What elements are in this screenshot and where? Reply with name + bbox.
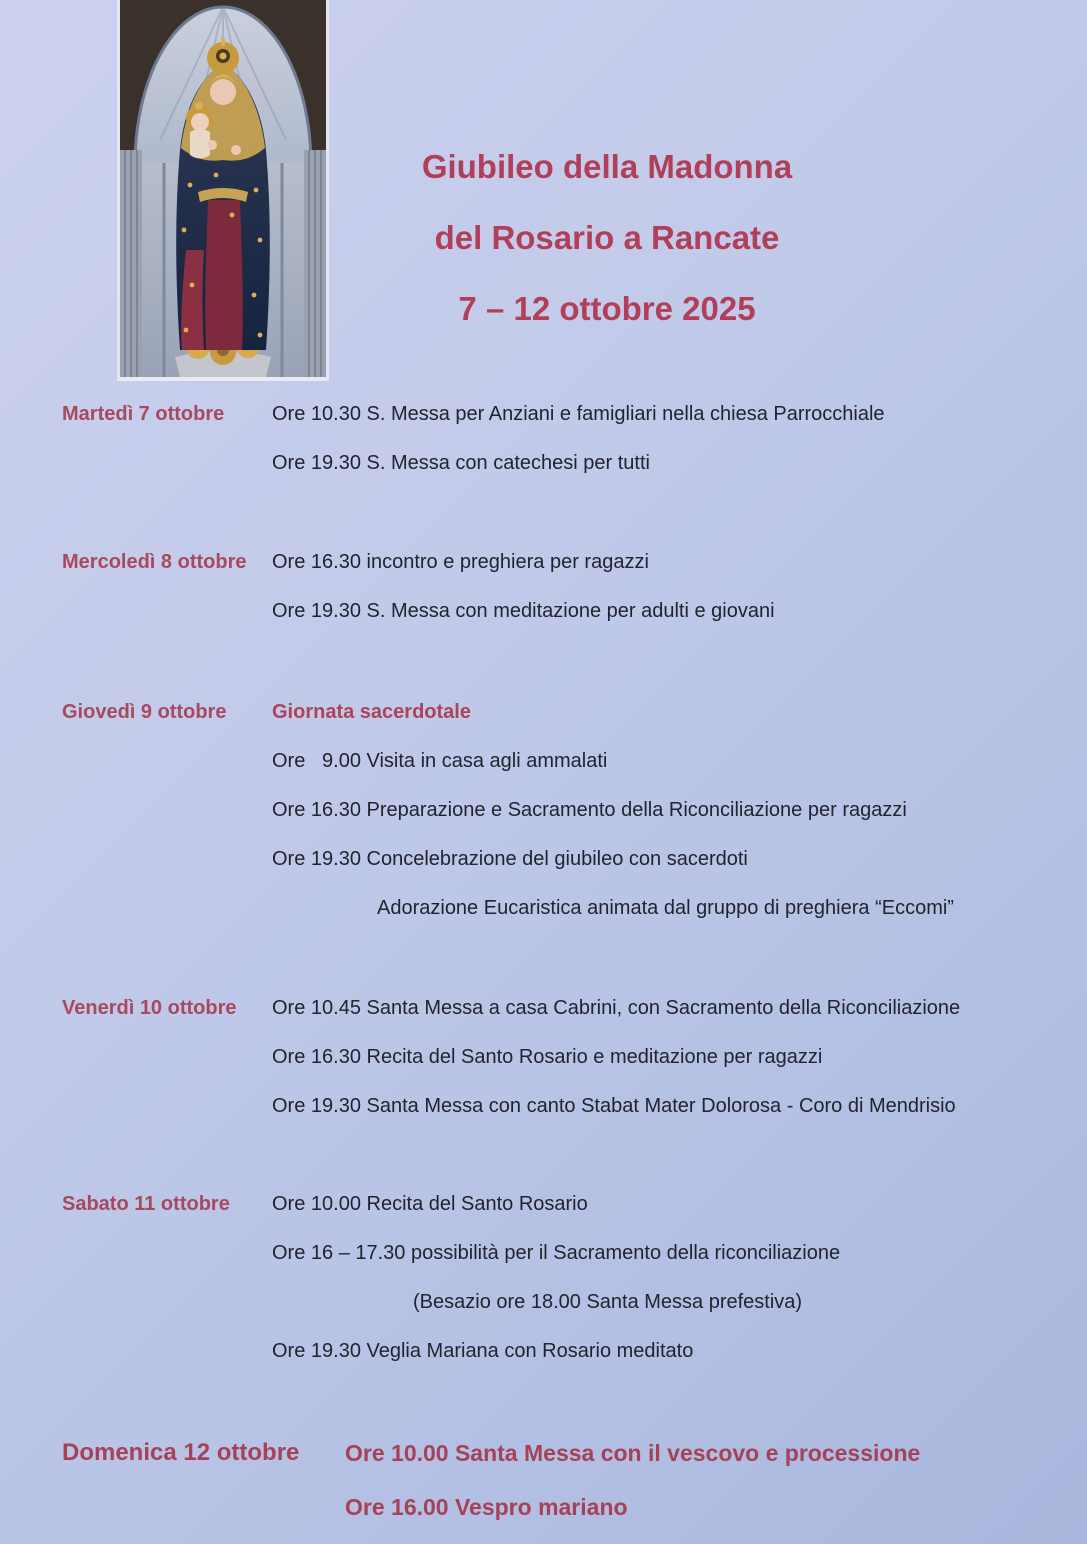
event-line: Ore 19.30 S. Messa con catechesi per tutti: [272, 452, 650, 474]
event-line: Ore 16 – 17.30 possibilità per il Sacramento della riconciliazione: [272, 1242, 841, 1264]
day-label-venerdi: Venerdì 10 ottobre: [62, 997, 237, 1019]
events-mercoledi: [272, 538, 1072, 636]
day-label-mercoledi: Mercoledì 8 ottobre: [62, 551, 247, 573]
events-domenica: [345, 1426, 1087, 1534]
events-martedi: [272, 390, 1072, 488]
title-line-2: del Rosario a Rancate: [434, 219, 780, 256]
events-sabato: [272, 1180, 1072, 1376]
event-line: Ore 16.30 Preparazione e Sacramento della Riconciliazione per ragazzi: [272, 799, 907, 821]
day-label-martedi: Martedì 7 ottobre: [62, 403, 225, 425]
event-line: Ore 10.00 Santa Messa con il vescovo e processione: [345, 1440, 921, 1466]
event-heading-giornata-sacerdotale: Giornata sacerdotale: [272, 701, 471, 723]
event-line: Ore 10.45 Santa Messa a casa Cabrini, con Sacramento della Riconciliazione: [272, 997, 961, 1019]
events-venerdi: [272, 984, 1072, 1131]
event-line: Ore 16.00 Vespro mariano: [345, 1494, 628, 1520]
madonna-statue-drawing: [120, 0, 326, 377]
event-line: Ore 19.30 Concelebrazione del giubileo con sacerdoti: [272, 848, 748, 870]
event-line: Ore 19.30 Veglia Mariana con Rosario meditato: [272, 1340, 694, 1362]
event-line: Ore 16.30 Recita del Santo Rosario e meditazione per ragazzi: [272, 1046, 823, 1068]
event-line: Ore 19.30 S. Messa con meditazione per adulti e giovani: [272, 600, 775, 622]
event-line: Ore 9.00 Visita in casa agli ammalati: [272, 750, 608, 772]
event-line: Ore 10.30 S. Messa per Anziani e famigliari nella chiesa Parrocchiale: [272, 403, 885, 425]
event-line-indented: (Besazio ore 18.00 Santa Messa prefestiva): [413, 1291, 803, 1313]
event-line: Ore 10.00 Recita del Santo Rosario: [272, 1193, 588, 1215]
event-line: Ore 16.30 incontro e preghiera per ragazzi: [272, 551, 649, 573]
title-line-3: 7 – 12 ottobre 2025: [458, 290, 756, 327]
title-line-1: Giubileo della Madonna: [421, 148, 793, 185]
day-label-sabato: Sabato 11 ottobre: [62, 1193, 230, 1215]
event-line: Ore 19.30 Santa Messa con canto Stabat Mater Dolorosa - Coro di Mendrisio: [272, 1095, 956, 1117]
page-title: [350, 131, 864, 344]
day-label-giovedi: Giovedì 9 ottobre: [62, 701, 227, 723]
day-label-domenica: Domenica 12 ottobre: [62, 1439, 300, 1466]
event-line-indented: Adorazione Eucaristica animata dal gruppo di preghiera “Eccomi”: [377, 897, 954, 919]
madonna-statue-image: [117, 0, 329, 381]
events-giovedi: [272, 688, 1072, 933]
